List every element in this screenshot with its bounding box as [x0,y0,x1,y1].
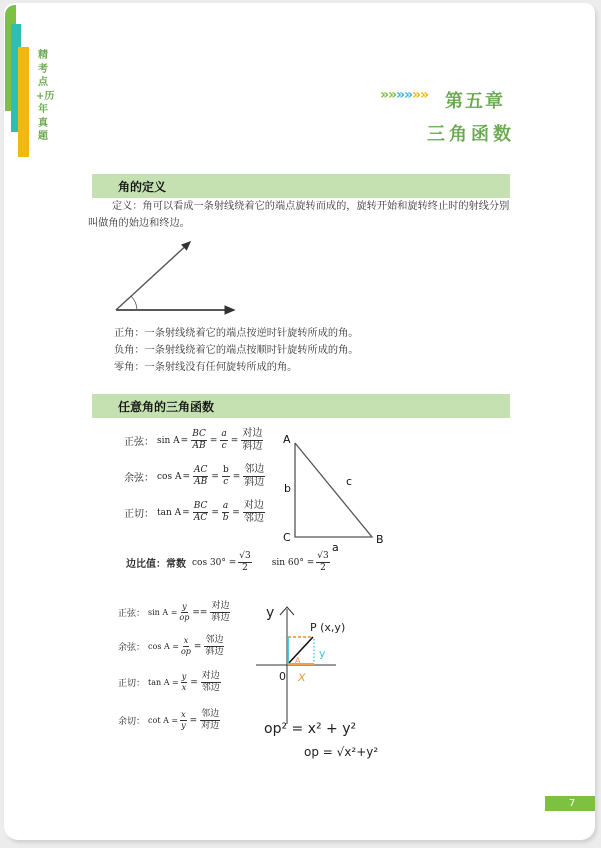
section-heading-text: 角的定义 [118,180,167,194]
formula-cos: 余弦： cos A = $\frac{AC}{AB}$ = $\frac{b}{c}$ = $\frac{\text{邻边}}{\text{斜边}}$ [124,464,265,488]
triangle [295,443,372,537]
op-root-eq: op = √x²+y² [304,745,379,759]
coord-formula-cot [118,709,222,732]
positive-angle-text: 正角：一条射线绕着它的端点按逆时针旋转所成的角。 [114,328,359,339]
fraction: $\frac{√3}{2}$ [317,551,329,573]
coord-formula-tan [118,671,223,694]
coord-formula-cos [118,635,226,658]
fraction: $\frac{\text{对边}}{\text{斜边}}$ [242,428,263,452]
formula-label: 余弦： [118,643,146,653]
section-heading-text: 任意角的三角函数 [118,400,215,414]
fraction: $\frac{\text{对边}}{\text{邻边}}$ [243,500,264,524]
origin-label: 0 [279,670,286,683]
fraction: $\frac{\text{对边}}{\text{斜边}}$ [211,601,230,623]
x-label: x [298,670,306,685]
side-c: c [346,475,353,488]
fraction: $\frac{BC}{AC}$ [193,501,208,523]
y-axis-label: y [266,605,275,621]
angle-arc [131,296,137,310]
section-heading [92,394,510,418]
fraction: $\frac{\text{邻边}}{\text{斜边}}$ [205,635,224,657]
formula-tan: 正切： tan A = $\frac{BC}{AC}$ = $\frac{a}{b}$ = $\frac{\text{对边}}{\text{邻边}}$ [124,500,264,524]
formula-lhs: sin A = [148,608,178,617]
zero-angle-text: 零角：一条射线没有任何旋转所成的角。 [114,362,298,373]
formula-lhs: cos A = [148,642,179,651]
side-a: a [332,541,339,551]
formula-label: 余弦： [124,473,154,484]
fraction: $\frac{y}{x}$ [181,672,187,692]
point-label: P (x,y) [310,621,346,634]
formula-label: 正弦： [124,437,154,448]
right-triangle-figure [276,427,396,551]
negative-angle-text: 负角：一条射线绕着它的端点按顺时针旋转所成的角。 [114,345,359,356]
formula-lhs: tan A = [148,678,179,687]
fraction: $\frac{AC}{AB}$ [194,465,208,487]
formula-label: 正弦： [118,609,146,619]
decor-bar-yellow [18,47,29,157]
equals: = [193,641,202,652]
formula-label: 余切： [118,717,146,727]
page-number: 7 [545,796,595,811]
fraction: $\frac{x}{op}$ [180,636,191,656]
definition-text: 定义：角可以看成一条射线绕着它的端点旋转而成的，旋转开始和旋转终止时的射线分别叫做角的始边和终边。 [88,201,510,229]
formula-lhs: cot A = [148,716,179,725]
equals: == [192,607,208,618]
fraction: $\frac{\text{对边}}{\text{邻边}}$ [201,671,220,693]
formula-sin: 正弦： sin A = $\frac{BC}{AB}$ = $\frac{a}{c}$ = $\frac{\text{对边}}{\text{斜边}}$ [124,428,263,452]
side-b: b [284,482,291,495]
handwritten-sketch [248,599,388,769]
cos30-lhs: cos 30° = [192,557,237,568]
y-label: y [319,647,326,660]
page [4,3,595,840]
fraction: $\frac{a}{c}$ [221,429,227,451]
sin60-lhs: sin 60° = [271,557,315,568]
vertical-title: 精考点+历年真题 [36,50,55,142]
vertex-C: C [283,531,291,544]
formula-label: 正切： [124,509,154,520]
formula-label: 正切： [118,679,146,689]
terminal-side [116,242,190,310]
formula-lhs: tan A [157,507,182,518]
equals: = [189,715,198,726]
vertex-B: B [376,533,384,546]
coord-formula-sin [118,601,232,624]
fraction: $\frac{\text{邻边}}{\text{对边}}$ [201,709,220,731]
section-heading [92,174,510,198]
formula-lhs: sin A [157,435,180,446]
angle-figure [108,238,248,323]
angle-label: A [295,656,301,665]
ratio-label: 边比值：常数 [126,559,186,570]
chapter-title: 三角函数 [427,124,515,145]
ratio-constants [126,551,332,574]
chapter-number: 第五章 [445,91,505,112]
fraction: $\frac{√3}{2}$ [239,551,251,573]
vertex-A: A [283,433,291,446]
fraction: $\frac{a}{b}$ [222,501,229,523]
op-squared-eq: op² = x² + y² [264,721,357,737]
chevrons-icon: » » » » » » [380,87,430,103]
fraction: $\frac{\text{邻边}}{\text{斜边}}$ [244,464,265,488]
fraction: $\frac{b}{c}$ [222,465,229,487]
fraction: $\frac{BC}{AB}$ [192,429,206,451]
equals: = [190,677,198,688]
fraction: $\frac{x}{y}$ [181,710,186,730]
formula-lhs: cos A [157,471,182,482]
fraction: $\frac{y}{op}$ [179,602,190,622]
